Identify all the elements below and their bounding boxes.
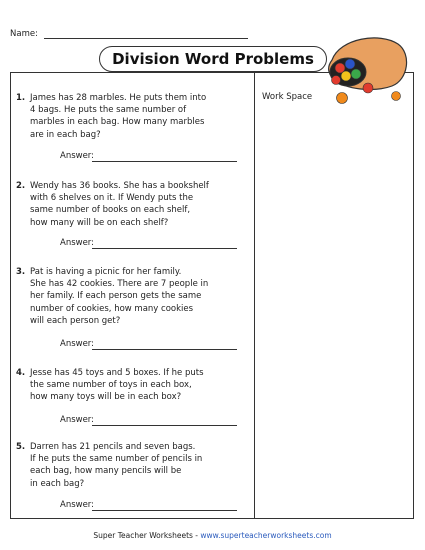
problem-text-line: James has 28 marbles. He puts them into — [30, 93, 207, 103]
work-space-label: Work Space — [262, 92, 313, 102]
page-title: Division Word Problems — [112, 50, 314, 68]
problem-text-line: Wendy has 36 books. She has a bookshelf — [30, 181, 209, 191]
marble-bag-icon — [320, 30, 410, 110]
problem-text-line: marbles in each bag. How many marbles — [30, 117, 205, 128]
problem-text-line: number of cookies, how many cookies — [30, 303, 194, 314]
problem-4 — [16, 367, 245, 404]
answer-label: Answer: — [60, 500, 95, 510]
answer-label: Answer: — [60, 238, 95, 248]
problem-text-line: are in each bag? — [30, 129, 101, 140]
problem-text-line: If he puts the same number of pencils in — [30, 454, 203, 465]
problem-5 — [16, 441, 245, 490]
name-label: Name: — [10, 29, 38, 39]
answer-line-2[interactable] — [92, 248, 237, 249]
problem-number: 2. — [16, 181, 26, 191]
answer-label: Answer: — [60, 415, 95, 425]
problem-3 — [16, 266, 245, 327]
footer — [0, 531, 425, 540]
name-line[interactable] — [44, 38, 248, 39]
footer-brand: Super Teacher Worksheets — [93, 531, 193, 540]
footer-separator: - — [192, 531, 201, 540]
problem-number: 3. — [16, 267, 26, 277]
title-banner — [99, 46, 327, 72]
problem-text-line: She has 42 cookies. There are 7 people in — [30, 279, 209, 290]
problem-text-line: her family. If each person gets the same — [30, 291, 202, 302]
problem-text-line: Darren has 21 pencils and seven bags. — [30, 442, 196, 452]
problem-number: 4. — [16, 368, 26, 378]
answer-line-3[interactable] — [92, 349, 237, 350]
problem-text-line: Pat is having a picnic for her family. — [30, 267, 182, 277]
problem-number: 1. — [16, 93, 26, 103]
problem-text-line: will each person get? — [30, 315, 121, 326]
problem-text-line: Jesse has 45 toys and 5 boxes. If he puts — [30, 368, 204, 378]
answer-label: Answer: — [60, 151, 95, 161]
problem-text-line: in each bag? — [30, 478, 85, 489]
problem-text-line: how many will be on each shelf? — [30, 217, 169, 228]
problem-2 — [16, 180, 245, 229]
problem-text-line: 4 bags. He puts the same number of — [30, 105, 187, 116]
problem-1 — [16, 92, 245, 141]
answer-line-5[interactable] — [92, 510, 237, 511]
problem-text-line: how many toys will be in each box? — [30, 392, 182, 403]
problem-text-line: with 6 shelves on it. If Wendy puts the — [30, 193, 194, 204]
answer-label: Answer: — [60, 339, 95, 349]
answer-line-1[interactable] — [92, 161, 237, 162]
problem-text-line: each bag, how many pencils will be — [30, 466, 182, 477]
problem-text-line: same number of books on each shelf, — [30, 205, 191, 216]
footer-url-link[interactable]: www.superteacherworksheets.com — [200, 531, 332, 540]
column-divider — [254, 72, 255, 519]
answer-line-4[interactable] — [92, 425, 237, 426]
problem-number: 5. — [16, 442, 26, 452]
problem-text-line: the same number of toys in each box, — [30, 380, 192, 391]
